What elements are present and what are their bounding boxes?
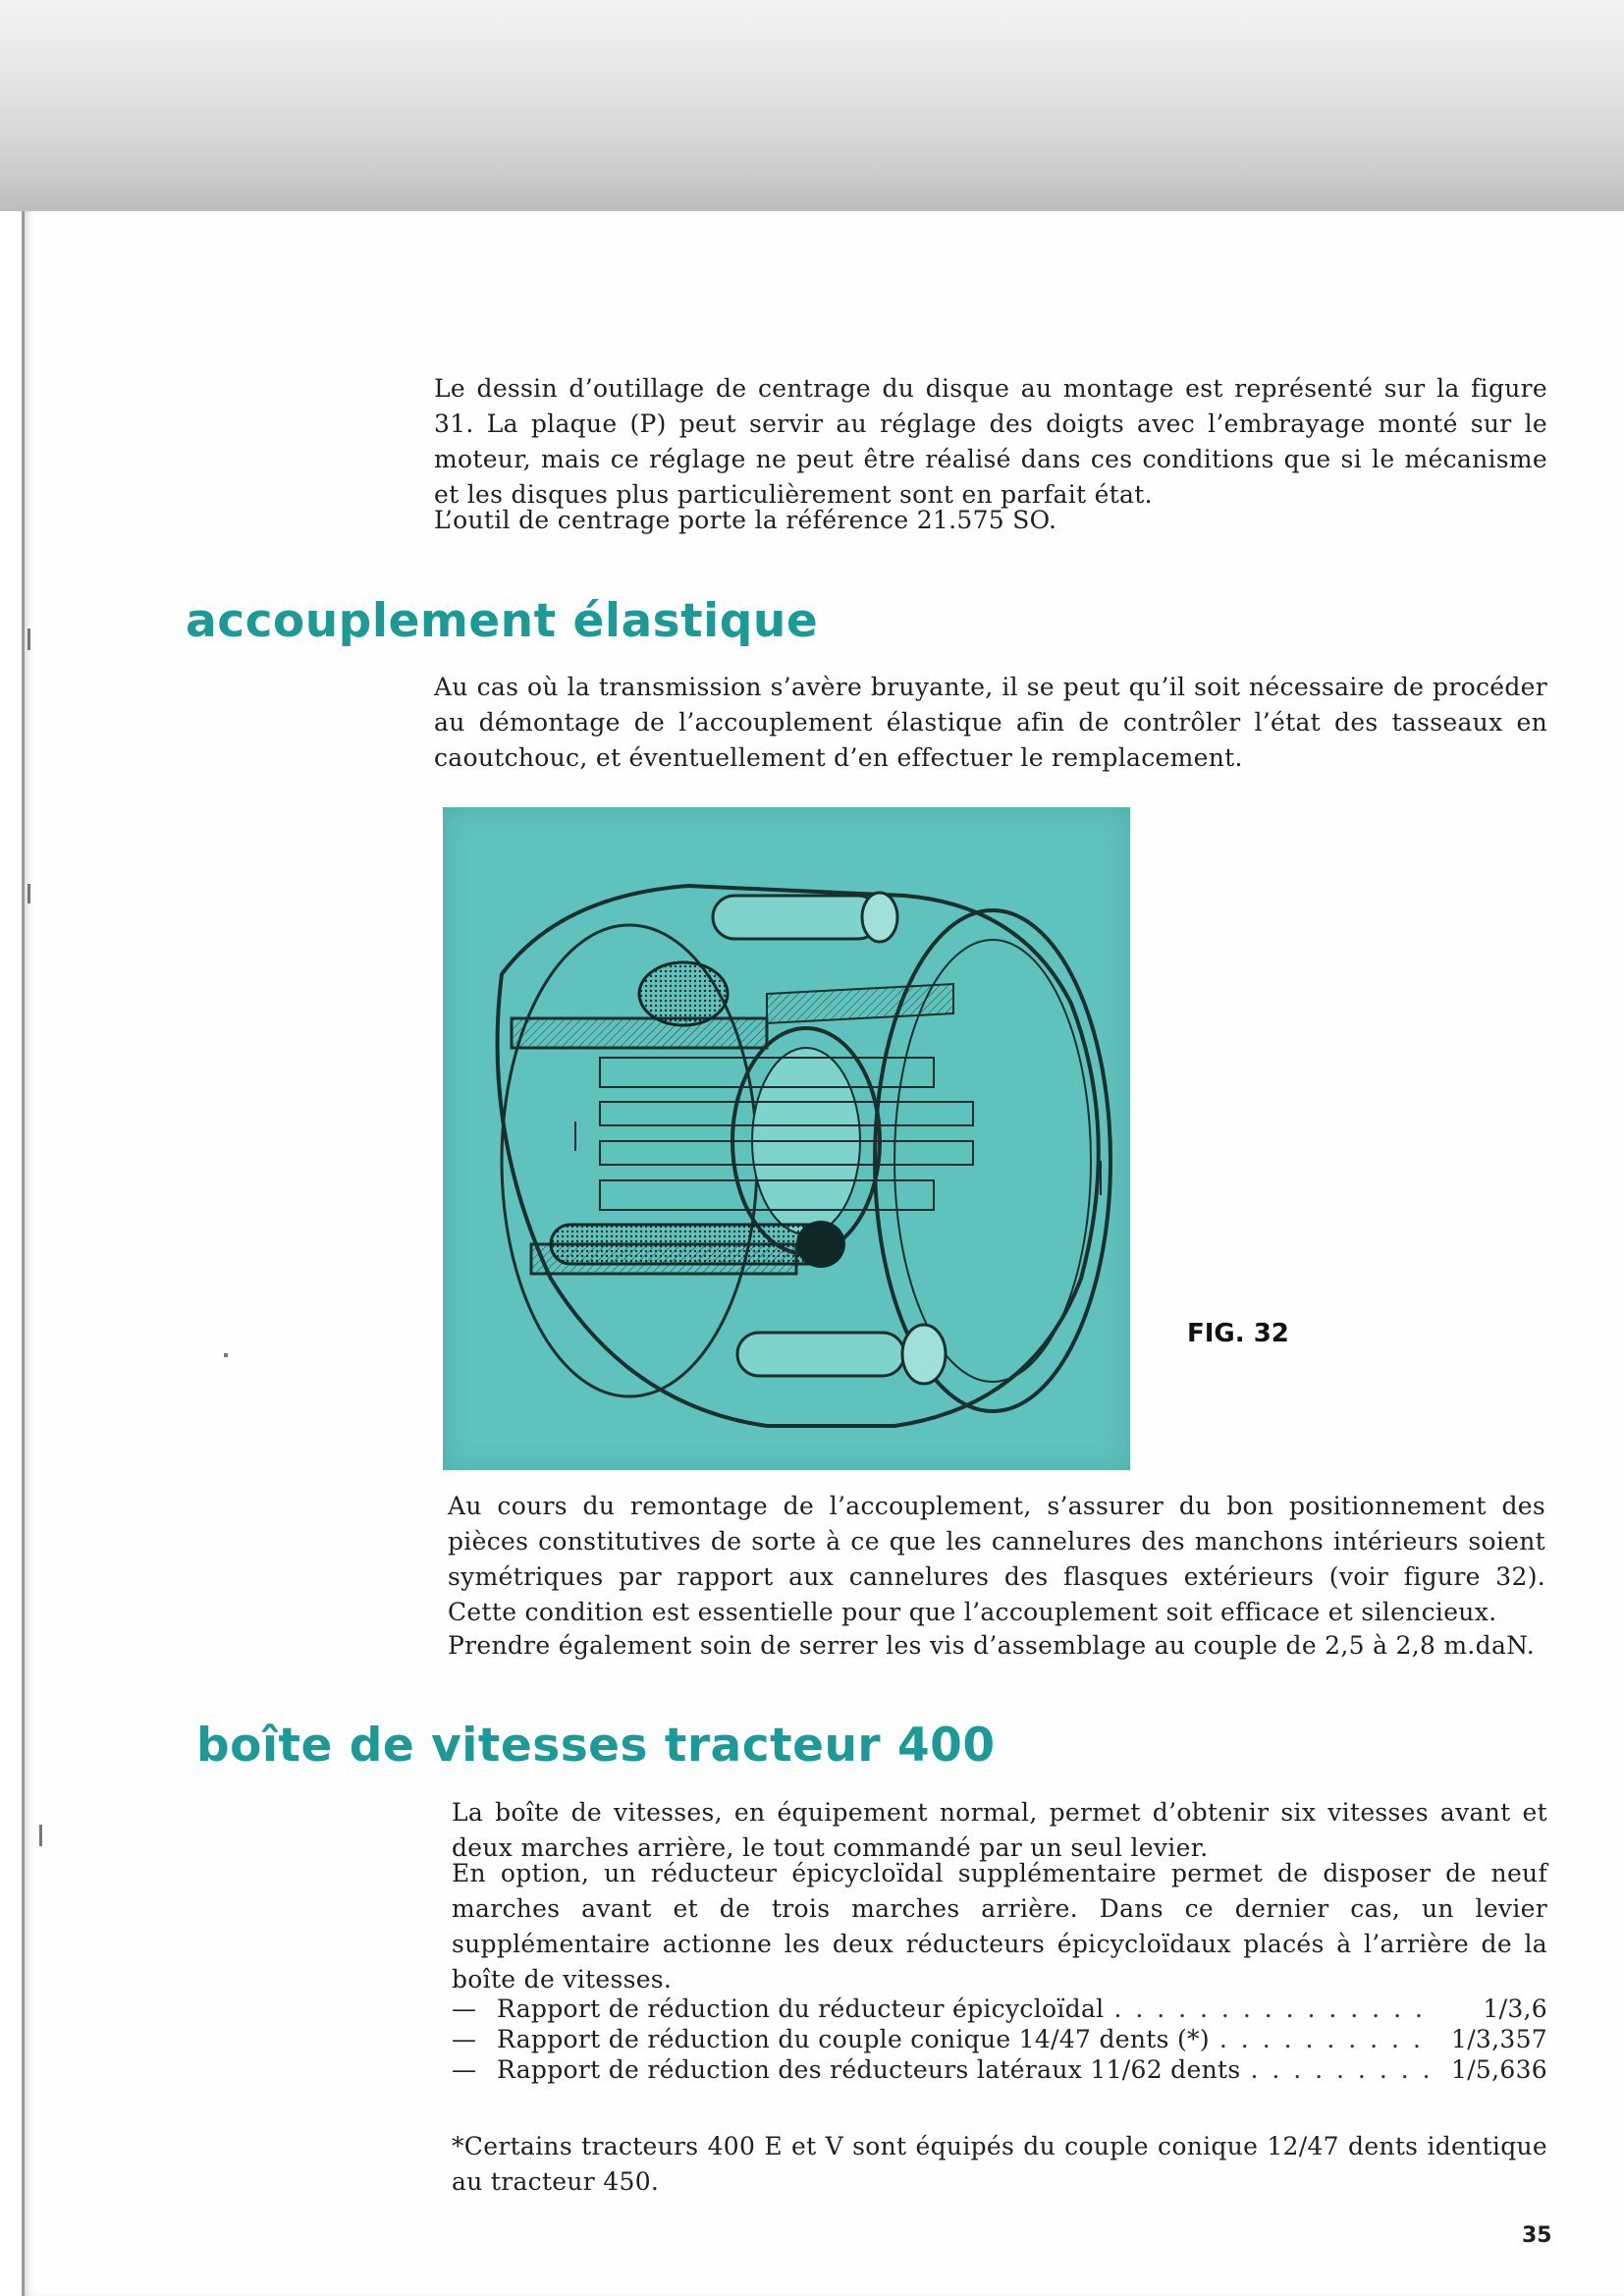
section-heading-gearbox: boîte de vitesses tracteur 400 bbox=[196, 1719, 996, 1773]
margin-mark bbox=[224, 1353, 228, 1357]
page-number: 35 bbox=[1522, 2223, 1552, 2248]
leader-dots bbox=[1113, 1994, 1430, 2024]
gearbox-paragraph-1: La boîte de vitesses, en équipement normal, permet d’obtenir six vitesses avant et deux marches arrière, le tout commandé par un seul levier. bbox=[452, 1798, 1547, 1862]
section-heading-coupling: accouplement élastique bbox=[186, 594, 819, 648]
coupling-paragraph-2: Au cours du remontage de l’accouplement, s’assurer du bon positionnement des pièces constitutives de sorte à ce que les cannelures des manchons intérieurs soient symétriques par rapport aux cannelures des flasques extérieurs (voir figure 32). Cette condition est essentielle pour que l’accouplement soit efficace et silencieux. bbox=[448, 1492, 1545, 1626]
reduction-ratio-row bbox=[452, 2024, 1547, 2054]
leader-dots bbox=[1219, 2024, 1430, 2054]
ratio-value: 1/5,636 bbox=[1451, 2055, 1547, 2084]
list-dash: — bbox=[452, 2055, 477, 2084]
ratio-label: Rapport de réduction des réducteurs latéraux 11/62 dents bbox=[497, 2055, 1241, 2084]
ratio-value: 1/3,357 bbox=[1451, 2025, 1547, 2053]
elastic-coupling-drawing bbox=[443, 807, 1130, 1470]
ratio-label: Rapport de réduction du réducteur épicycloïdal bbox=[497, 1995, 1105, 2023]
margin-mark bbox=[39, 1825, 42, 1846]
ratio-label: Rapport de réduction du couple conique 14/47 dents (*) bbox=[497, 2025, 1210, 2053]
margin-mark bbox=[27, 884, 30, 903]
reduction-ratio-list bbox=[452, 1994, 1547, 2085]
intro-reference: L’outil de centrage porte la référence 21.575 SO. bbox=[434, 506, 1057, 534]
coupling-paragraph-3: Prendre également soin de serrer les vis d’assemblage au couple de 2,5 à 2,8 m.daN. bbox=[448, 1631, 1536, 1660]
ratio-value: 1/3,6 bbox=[1483, 1995, 1547, 2023]
coupling-paragraph-1: Au cas où la transmission s’avère bruyante, il se peut qu’il soit nécessaire de procéder au démontage de l’accouplement élastique afin de contrôler l’état des tasseaux en caoutchouc, et éventuellement d’en effectuer le remplacement. bbox=[434, 673, 1547, 772]
margin-mark bbox=[27, 629, 30, 650]
reduction-ratio-row bbox=[452, 1994, 1547, 2024]
gearbox-paragraph-2: En option, un réducteur épicycloïdal supplémentaire permet de disposer de neuf marches avant et de trois marches arrière. Dans ce dernier cas, un levier supplémentaire actionne les deux réducteurs épicycloïdaux placés à l’arrière de la boîte de vitesses. bbox=[452, 1859, 1547, 1994]
intro-paragraph: Le dessin d’outillage de centrage du disque au montage est représenté sur la figure 31. La plaque (P) peut servir au réglage des doigts avec l’embrayage monté sur le moteur, mais ce réglage ne peut être réalisé dans ces conditions que si le mécanisme et les disques plus particulièrement sont en parfait état. bbox=[434, 374, 1547, 509]
scan-background bbox=[0, 0, 1624, 211]
figure-label: FIG. 32 bbox=[1187, 1319, 1289, 1348]
leader-dots bbox=[1250, 2054, 1430, 2085]
reduction-ratio-row bbox=[452, 2054, 1547, 2085]
footnote: *Certains tracteurs 400 E et V sont équipés du couple conique 12/47 dents identique au tracteur 450. bbox=[452, 2132, 1547, 2196]
list-dash: — bbox=[452, 2025, 477, 2053]
list-dash: — bbox=[452, 1995, 477, 2023]
figure-32-illustration bbox=[443, 807, 1130, 1470]
